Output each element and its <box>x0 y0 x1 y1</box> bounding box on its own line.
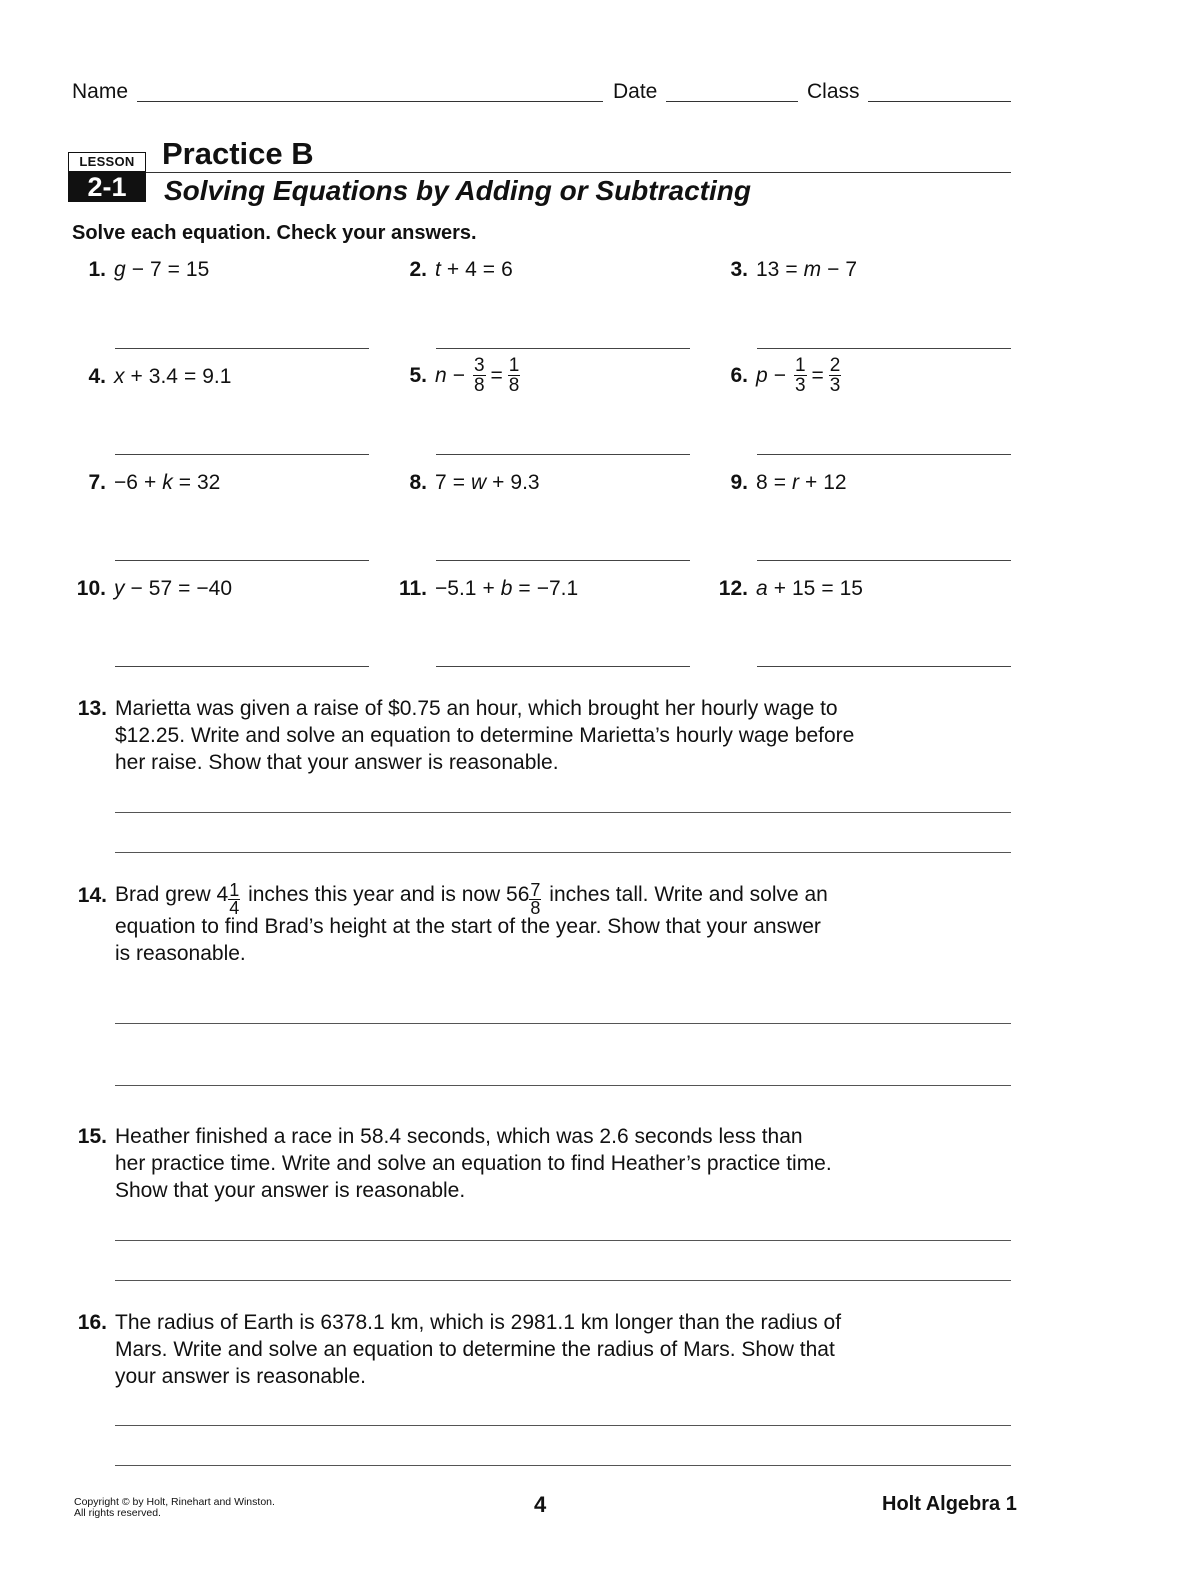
operator: = <box>167 258 180 281</box>
operator: + <box>446 258 460 281</box>
equation-problem <box>66 577 232 601</box>
numerator: 2 <box>829 355 841 376</box>
fraction <box>228 879 240 918</box>
problem-line <box>115 877 972 918</box>
answer-line[interactable] <box>115 560 369 561</box>
number-term: 57 <box>148 577 173 600</box>
number-term: 7 <box>435 471 447 494</box>
word-problem <box>72 877 972 967</box>
answer-line[interactable] <box>115 812 1011 813</box>
number-term: 7 <box>149 258 162 281</box>
title-rule <box>146 172 1011 173</box>
number-term: −5.1 <box>435 577 477 600</box>
variable: w <box>470 471 487 494</box>
operator: + <box>143 471 157 494</box>
answer-line[interactable] <box>115 666 369 667</box>
problem-line: Marietta was given a raise of $0.75 an hour, which brought her hourly wage to <box>115 697 838 720</box>
equation-problem <box>387 356 522 395</box>
equation-problem <box>66 365 231 389</box>
problem-number: 13. <box>77 697 107 720</box>
page-number: 4 <box>534 1492 547 1517</box>
operator: − <box>452 363 465 387</box>
denominator: 8 <box>473 375 485 396</box>
numerator: 1 <box>229 879 240 900</box>
problem-line: Heather finished a race in 58.4 seconds, which was 2.6 seconds less than <box>115 1125 803 1148</box>
operator: = <box>178 577 191 600</box>
name-field[interactable] <box>137 101 603 102</box>
class-label: Class <box>807 80 860 103</box>
problem-number: 14. <box>77 884 107 907</box>
answer-line[interactable] <box>115 1023 1011 1024</box>
problem-line: her raise. Show that your answer is reasonable. <box>115 751 559 774</box>
number-term: 3.4 <box>148 365 178 388</box>
denominator: 8 <box>508 375 520 396</box>
operator: = <box>482 258 496 281</box>
problem-number: 5. <box>409 363 427 387</box>
equation-problem <box>708 258 857 282</box>
number-term: 15 <box>839 577 863 600</box>
problem-number: 8. <box>409 471 427 494</box>
numerator: 7 <box>530 879 541 900</box>
denominator: 3 <box>829 375 841 396</box>
date-field[interactable] <box>666 101 798 102</box>
equation-problem <box>708 577 863 601</box>
problem-text <box>115 1123 972 1204</box>
word-problem <box>72 695 972 776</box>
text-segment: Brad grew 4 <box>115 883 229 906</box>
problem-line: Show that your answer is reasonable. <box>115 1179 466 1202</box>
answer-line[interactable] <box>757 666 1011 667</box>
number-term: 32 <box>196 471 221 494</box>
answer-line[interactable] <box>115 1425 1011 1426</box>
variable: b <box>500 577 513 600</box>
problem-number: 10. <box>76 577 106 600</box>
answer-line[interactable] <box>757 348 1011 349</box>
problem-number: 1. <box>88 258 106 281</box>
variable: g <box>114 258 126 281</box>
instructions: Solve each equation. Check your answers. <box>72 222 477 244</box>
number-term: −40 <box>196 577 233 600</box>
page-subtitle: Solving Equations by Adding or Subtracting <box>164 175 751 206</box>
problem-line: $12.25. Write and solve an equation to determine Marietta’s hourly wage before <box>115 724 855 747</box>
class-field[interactable] <box>868 101 1011 102</box>
fraction <box>473 356 486 395</box>
answer-line[interactable] <box>115 1085 1011 1086</box>
operator: + <box>492 471 505 494</box>
operator: + <box>482 577 495 600</box>
equation-problem <box>387 577 578 601</box>
operator: − <box>130 577 143 600</box>
fraction <box>829 356 842 395</box>
problem-line: is reasonable. <box>115 942 246 965</box>
variable: t <box>435 258 441 281</box>
fraction <box>508 356 521 395</box>
number-term: 7 <box>845 258 858 281</box>
name-label: Name <box>72 80 129 103</box>
date-label: Date <box>613 80 658 103</box>
answer-line[interactable] <box>436 666 690 667</box>
word-problem <box>72 1123 972 1204</box>
answer-line[interactable] <box>115 1240 1011 1241</box>
operator: = <box>811 363 824 387</box>
answer-line[interactable] <box>436 454 690 455</box>
page-title: Practice B <box>162 136 314 171</box>
problem-text <box>115 695 972 776</box>
operator: = <box>452 471 465 494</box>
problem-line: your answer is reasonable. <box>115 1365 366 1388</box>
copyright-line-1: Copyright © by Holt, Rinehart and Winston. <box>74 1496 275 1508</box>
equation-problem <box>387 471 540 495</box>
text-segment: inches tall. Write and solve an <box>543 883 828 906</box>
variable: r <box>791 471 799 494</box>
book-title: Holt Algebra 1 <box>882 1493 1017 1515</box>
copyright-line-2: All rights reserved. <box>74 1507 161 1519</box>
lesson-label: LESSON <box>68 152 146 172</box>
variable: n <box>435 363 447 387</box>
number-term: 4 <box>465 258 477 281</box>
number-term: 13 <box>756 258 780 281</box>
answer-line[interactable] <box>757 560 1011 561</box>
denominator: 4 <box>229 897 240 918</box>
numerator: 1 <box>508 355 520 376</box>
problem-number: 2. <box>409 258 427 281</box>
problem-line: her practice time. Write and solve an equation to find Heather’s practice time. <box>115 1152 832 1175</box>
answer-line[interactable] <box>115 348 369 349</box>
number-term: 15 <box>185 258 210 281</box>
answer-line[interactable] <box>115 454 369 455</box>
denominator: 8 <box>530 897 541 918</box>
equation-problem <box>708 356 843 395</box>
problem-text <box>115 1309 972 1390</box>
number-term: 9.1 <box>202 365 232 388</box>
operator: = <box>178 471 191 494</box>
fraction <box>529 879 541 918</box>
operator: + <box>130 365 143 388</box>
numerator: 1 <box>794 355 806 376</box>
operator: − <box>773 363 786 387</box>
problem-number: 6. <box>730 363 748 387</box>
answer-line[interactable] <box>115 1280 1011 1281</box>
operator: = <box>490 363 503 387</box>
number-term: 8 <box>756 471 768 494</box>
operator: + <box>773 577 786 600</box>
number-term: 6 <box>501 258 513 281</box>
fraction <box>794 356 807 395</box>
word-problem <box>72 1309 972 1390</box>
variable: x <box>114 365 125 388</box>
variable: a <box>756 577 768 600</box>
operator: − <box>827 258 840 281</box>
equation-problem <box>387 258 513 282</box>
answer-line[interactable] <box>115 1465 1011 1466</box>
operator: − <box>131 258 144 281</box>
copyright <box>74 1497 275 1519</box>
problem-number: 7. <box>88 471 106 494</box>
variable: p <box>756 363 768 387</box>
problem-number: 3. <box>730 258 748 281</box>
number-term: 12 <box>823 471 847 494</box>
problem-number: 15. <box>77 1125 107 1148</box>
problem-line: The radius of Earth is 6378.1 km, which is 2981.1 km longer than the radius of <box>115 1311 842 1334</box>
operator: = <box>183 365 197 388</box>
answer-line[interactable] <box>436 348 690 349</box>
lesson-number: 2-1 <box>68 172 146 202</box>
operator: = <box>518 577 531 600</box>
operator: = <box>821 577 834 600</box>
numerator: 3 <box>473 355 485 376</box>
answer-line[interactable] <box>436 560 690 561</box>
problem-number: 12. <box>718 577 748 600</box>
variable: m <box>803 258 822 281</box>
answer-line[interactable] <box>115 852 1011 853</box>
operator: + <box>804 471 818 494</box>
text-segment: inches this year and is now 56 <box>242 883 530 906</box>
equation-problem <box>66 258 209 282</box>
operator: = <box>773 471 786 494</box>
equation-problem <box>66 471 220 495</box>
variable: k <box>162 471 173 494</box>
answer-line[interactable] <box>757 454 1011 455</box>
problem-text <box>115 877 972 967</box>
problem-number: 11. <box>398 577 427 600</box>
variable: y <box>114 577 125 600</box>
number-term: −7.1 <box>536 577 579 600</box>
problem-number: 4. <box>88 365 106 388</box>
number-term: −6 <box>114 471 138 494</box>
problem-number: 16. <box>77 1311 107 1334</box>
denominator: 3 <box>794 375 806 396</box>
operator: = <box>785 258 798 281</box>
number-term: 15 <box>791 577 816 600</box>
problem-line: equation to find Brad’s height at the start of the year. Show that your answer <box>115 915 821 938</box>
problem-line: Mars. Write and solve an equation to determine the radius of Mars. Show that <box>115 1338 835 1361</box>
problem-number: 9. <box>730 471 748 494</box>
number-term: 9.3 <box>510 471 540 494</box>
equation-problem <box>708 471 847 495</box>
